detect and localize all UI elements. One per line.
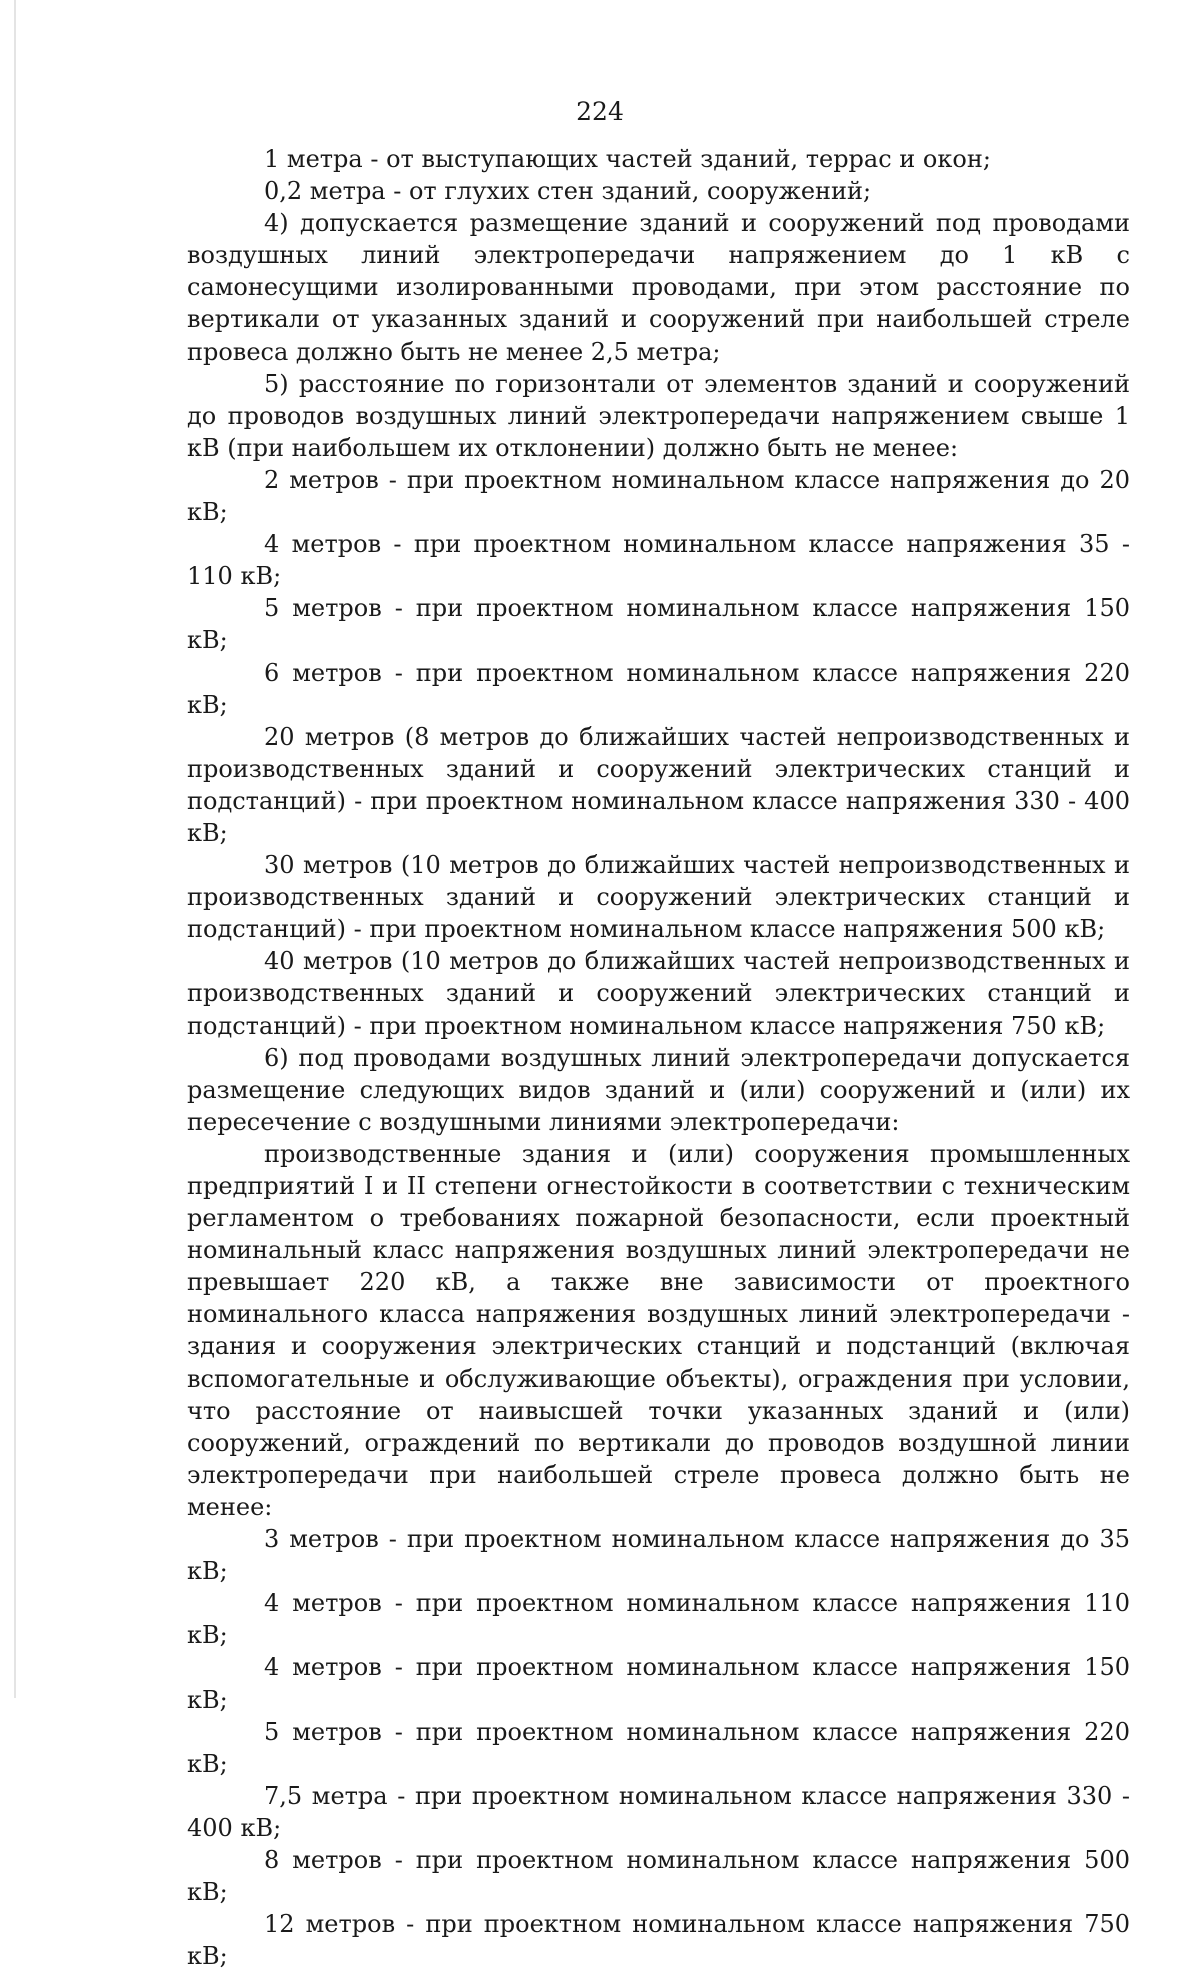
paragraph: 1 метра - от выступающих частей зданий, террас и окон; bbox=[264, 145, 991, 173]
paragraph: 4 метров - при проектном номинальном классе напряжения 110 кВ; bbox=[187, 1589, 1130, 1650]
paragraph: 5 метров - при проектном номинальном классе напряжения 220 кВ; bbox=[187, 1717, 1130, 1778]
paragraph: 4 метров - при проектном номинальном классе напряжения 150 кВ; bbox=[187, 1653, 1130, 1714]
paragraph: 0,2 метра - от глухих стен зданий, сооружений; bbox=[264, 177, 872, 206]
paragraph: 20 метров (8 метров до ближайших частей непроизводственных и производственных зданий и сооружений электрических станций и подстанций) - при проектном номинальном классе напряжения 330 - 400 кВ; bbox=[187, 722, 1130, 847]
page-number: 224 bbox=[576, 97, 624, 126]
paragraph: 8 метров - при проектном номинальном классе напряжения 500 кВ; bbox=[187, 1845, 1130, 1907]
paragraph: производственные здания и (или) сооружения промышленных предприятий I и II степени огнестойкости в соответствии с техническим регламентом о требованиях пожарной безопасности, если проектный номинальный класс напряжения воздушных линий электропередачи не превышает 220 кВ, а также вне зависимости от проектного номинального класса напряжения воздушных линий электропередачи - здания и сооружения электрических станций и подстанций (включая вспомогательные и обслуживающие объекты), ограждения при условии, что расстояние от наивысшей точки указанных зданий и (или) сооружений, ограждений по вертикали до проводов воздушной линии электропередачи при наибольшей стреле провеса должно быть не менее: bbox=[187, 1139, 1130, 1521]
paragraph: 5) расстояние по горизонтали от элементов зданий и сооружений до проводов воздушных линий электропередачи напряжением свыше 1 кВ (при наибольшем их отклонении) должно быть не менее: bbox=[187, 369, 1130, 462]
paragraph: 30 метров (10 метров до ближайших частей непроизводственных и производственных зданий и сооружений электрических станций и подстанций) - при проектном номинальном классе напряжения 500 кВ; bbox=[187, 851, 1130, 944]
paragraph: 6) под проводами воздушных линий электропередачи допускается размещение следующих видов зданий и (или) сооружений и (или) их пересечение с воздушными линиями электропередачи: bbox=[187, 1043, 1130, 1136]
paragraph: 5 метров - при проектном номинальном классе напряжения 150 кВ; bbox=[187, 594, 1130, 655]
paragraph: 3 метров - при проектном номинальном классе напряжения до 35 кВ; bbox=[187, 1525, 1130, 1586]
paragraph: 6 метров - при проектном номинальном классе напряжения 220 кВ; bbox=[187, 658, 1130, 719]
paragraph: 12 метров - при проектном номинальном классе напряжения 750 кВ; bbox=[187, 1910, 1130, 1971]
paragraph: 4 метров - при проектном номинальном классе напряжения 35 - 110 кВ; bbox=[187, 530, 1130, 591]
paragraph: 7,5 метра - при проектном номинальном классе напряжения 330 - 400 кВ; bbox=[187, 1781, 1130, 1842]
scan-edge-line bbox=[14, 0, 16, 1698]
paragraph: 2 метров - при проектном номинальном классе напряжения до 20 кВ; bbox=[187, 465, 1130, 527]
paragraph: 40 метров (10 метров до ближайших частей непроизводственных и производственных зданий и сооружений электрических станций и подстанций) - при проектном номинальном классе напряжения 750 кВ; bbox=[187, 947, 1130, 1040]
paragraph: 4) допускается размещение зданий и сооружений под проводами воздушных линий электропередачи напряжением до 1 кВ с самонесущими изолированными проводами, при этом расстояние по вертикали от указанных зданий и сооружений при наибольшей стреле провеса должно быть не менее 2,5 метра; bbox=[187, 209, 1130, 366]
